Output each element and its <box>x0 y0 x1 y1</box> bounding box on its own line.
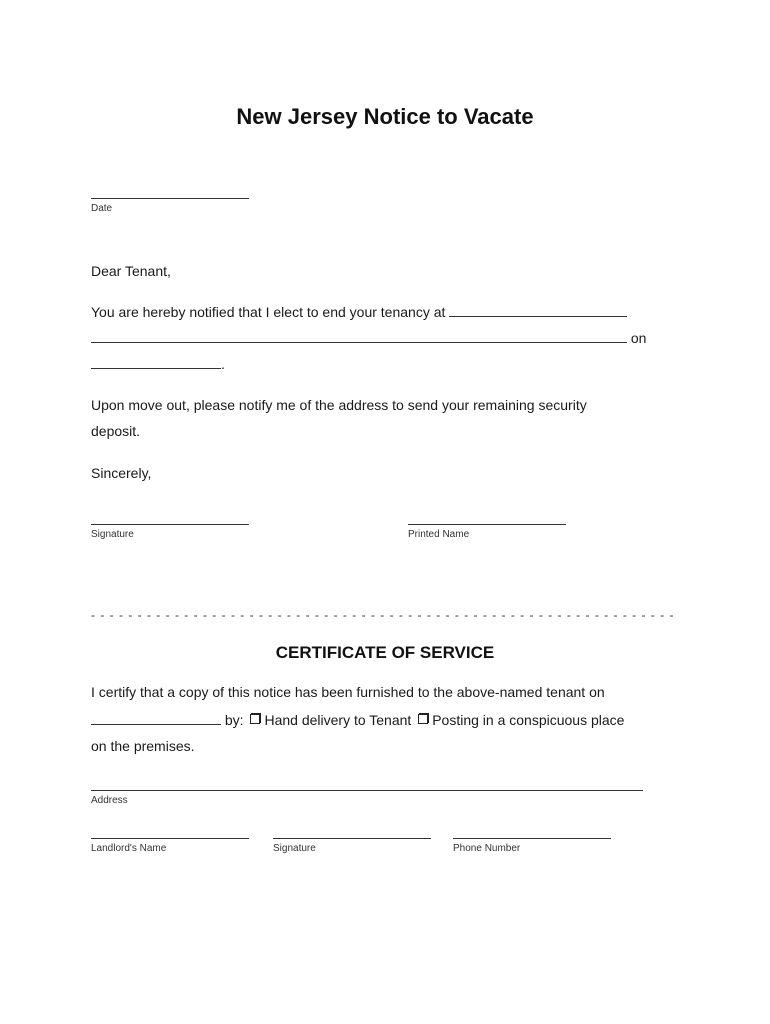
salutation-text: Dear Tenant, <box>91 263 171 279</box>
landlord-name-field <box>91 838 249 854</box>
closing-text: Sincerely, <box>91 465 152 481</box>
signature-label: Signature <box>91 529 134 540</box>
service-date-blank[interactable] <box>91 723 221 725</box>
posting-checkbox-icon[interactable] <box>418 714 428 724</box>
notice-line-3 <box>91 351 691 377</box>
hand-delivery-label: Hand delivery to Tenant <box>264 712 412 728</box>
phone-number-field <box>453 838 611 854</box>
notice-text: You are hereby notified that I elect to end your tenancy at <box>91 304 446 320</box>
date-label: Date <box>91 203 113 214</box>
certificate-signature-label: Signature <box>273 843 316 854</box>
on-word: on <box>630 330 647 346</box>
closing <box>91 460 691 486</box>
deposit-line-2: deposit. <box>91 423 141 439</box>
period: . <box>221 356 225 372</box>
hand-delivery-checkbox-icon[interactable] <box>250 714 260 724</box>
date-field <box>91 198 249 214</box>
tenancy-address-blank[interactable] <box>449 315 627 317</box>
date-blank-line[interactable] <box>91 198 249 199</box>
deposit-paragraph <box>91 392 691 444</box>
cut-line-divider: - - - - - - - - - - - - - - - - - - - - - - - - - - - - - - - - - - - - - - - - - - - - - - - - - - - - - - - - - - - - - - - <box>91 608 675 622</box>
certificate-title: CERTIFICATE OF SERVICE <box>275 643 495 662</box>
by-word: by: <box>224 712 244 728</box>
posting-label: Posting in a conspicuous place <box>432 712 625 728</box>
document-title: New Jersey Notice to Vacate <box>236 104 534 129</box>
deposit-line-1: Upon move out, please notify me of the address to send your remaining security <box>91 397 587 413</box>
end-date-blank[interactable] <box>91 367 221 369</box>
address-blank-line[interactable] <box>91 790 643 791</box>
landlord-name-label: Landlord's Name <box>91 843 167 854</box>
landlord-name-blank-line[interactable] <box>91 838 249 839</box>
signature-field <box>91 524 249 540</box>
certificate-line-2 <box>91 707 711 733</box>
certificate-line-1: I certify that a copy of this notice has been furnished to the above-named tenant on <box>91 684 605 700</box>
certificate-signature-blank-line[interactable] <box>273 838 431 839</box>
address-label: Address <box>91 795 128 806</box>
printed-name-blank-line[interactable] <box>408 524 566 525</box>
certificate-line-3: on the premises. <box>91 738 195 754</box>
phone-number-label: Phone Number <box>453 843 521 854</box>
salutation <box>91 258 691 284</box>
signature-blank-line[interactable] <box>91 524 249 525</box>
printed-name-label: Printed Name <box>408 529 470 540</box>
notice-paragraph <box>91 299 691 377</box>
phone-number-blank-line[interactable] <box>453 838 611 839</box>
notice-line-1 <box>91 299 691 325</box>
tenancy-address-blank-continued[interactable] <box>91 341 627 343</box>
notice-line-2 <box>91 325 691 351</box>
printed-name-field <box>408 524 566 540</box>
address-field <box>91 790 643 806</box>
certificate-paragraph <box>91 679 711 759</box>
certificate-signature-field <box>273 838 431 854</box>
